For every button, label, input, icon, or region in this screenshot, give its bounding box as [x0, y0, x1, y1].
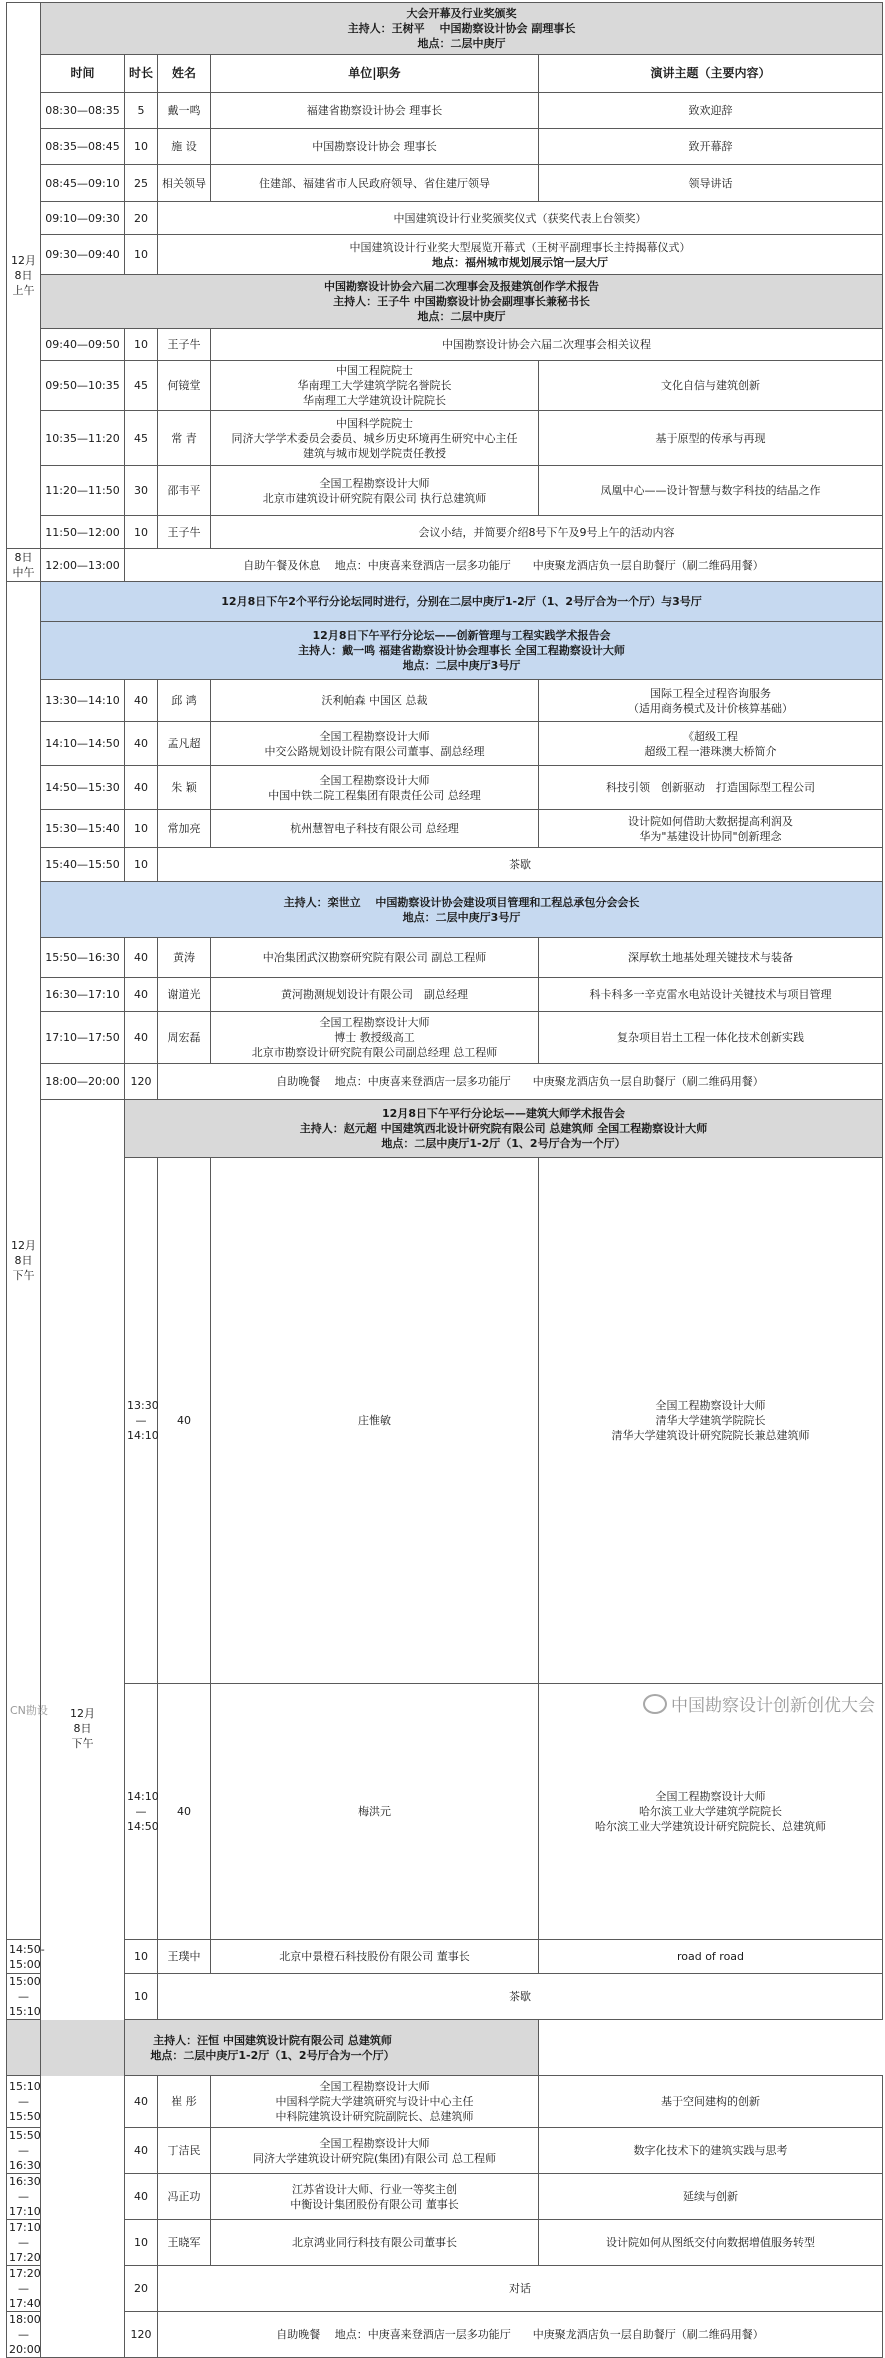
duration-cell: 10 [125, 1974, 158, 2020]
section-header [41, 3, 883, 55]
section-host: 主持人：王子牛 中国勘察设计协会副理事长兼秘书长 [333, 295, 590, 308]
duration-cell: 120 [125, 2312, 158, 2358]
topic-cell: 复杂项目岩土工程一体化技术创新实践 [539, 1012, 883, 1064]
unit-cell: 福建省勘察设计协会 理事长 [211, 93, 539, 129]
duration-cell: 40 [125, 722, 158, 766]
name-cell: 周宏磊 [158, 1012, 211, 1064]
section-header [41, 882, 883, 938]
topic-cell: road of road [539, 1940, 883, 1974]
duration-cell: 40 [158, 1684, 211, 1940]
section-place: 地点：二层中庚厅1-2厅（1、2号厅合为一个厅） [381, 1137, 626, 1150]
table-row [7, 1974, 883, 2020]
name-cell: 邱 鸿 [158, 680, 211, 722]
section-place: 地点：二层中庚厅3号厅 [402, 659, 521, 672]
name-cell: 梅洪元 [211, 1684, 539, 1940]
unit-cell: 全国工程勘察设计大师 中国中铁二院工程集团有限责任公司 总经理 [211, 766, 539, 810]
time-cell: 15:00—15:10 [7, 1974, 41, 2020]
time-cell: 08:35—08:45 [41, 129, 125, 165]
name-cell: 施 设 [158, 129, 211, 165]
time-cell: 16:30—17:10 [7, 2174, 41, 2220]
topic-cell: 基于空间建构的创新 [539, 2076, 883, 2128]
time-cell: 12:00—13:00 [41, 549, 125, 582]
section-place: 地点：二层中庚厅1-2厅（1、2号厅合为一个厅） [150, 2048, 395, 2062]
table-row [7, 329, 883, 361]
header-name: 姓名 [158, 55, 211, 93]
merged-place: 地点：福州城市规划展示馆一层大厅 [432, 255, 608, 269]
time-cell: 08:45—09:10 [41, 165, 125, 202]
unit-cell: 住建部、福建省市人民政府领导、省住建厅领导 [211, 165, 539, 202]
header-time: 时间 [41, 55, 125, 93]
duration-cell: 40 [125, 766, 158, 810]
topic-cell: 致欢迎辞 [539, 93, 883, 129]
section-place: 地点：二层中庚厅3号厅 [402, 910, 521, 924]
unit-cell: 中国工程院院士 华南理工大学建筑学院名誉院长 华南理工大学建筑设计院院长 [211, 361, 539, 411]
unit-cell: 全国工程勘察设计大师 中国科学院大学建筑研究与设计中心主任 中科院建筑设计研究院副院长、总建筑师 [211, 2076, 539, 2128]
unit-cell: 全国工程勘察设计大师 同济大学建筑设计研究院(集团)有限公司 总工程师 [211, 2128, 539, 2174]
section-place: 地点：二层中庚厅 [417, 310, 506, 323]
duration-cell: 20 [125, 2266, 158, 2312]
section-title: 大会开幕及行业奖颁奖 [406, 7, 517, 20]
unit-cell: 全国工程勘察设计大师 清华大学建筑学院院长 清华大学建筑设计研究院院长兼总建筑师 [539, 1158, 883, 1684]
header-topic: 演讲主题（主要内容） [539, 55, 883, 93]
unit-cell: 沃利帕森 中国区 总裁 [211, 680, 539, 722]
duration-cell: 120 [125, 1064, 158, 1100]
section-title: 12月8日下午平行分论坛——创新管理与工程实践学术报告会 [312, 629, 611, 642]
merged-cell: 茶歇 [158, 848, 883, 882]
section-host: 主持人：赵元超 中国建筑西北设计研究院有限公司 总建筑师 全国工程勘察设计大师 [299, 1122, 708, 1135]
unit-cell: 黄河勘测规划设计有限公司 副总经理 [211, 978, 539, 1012]
section-header [125, 1100, 883, 1158]
table-row [7, 202, 883, 235]
schedule-table [6, 2, 883, 2358]
duration-cell: 40 [158, 1158, 211, 1684]
date-cell-afternoon-b: 12月 8日 下午 [41, 1100, 125, 2358]
table-row [7, 466, 883, 516]
duration-cell: 30 [125, 466, 158, 516]
name-cell: 邵韦平 [158, 466, 211, 516]
time-cell: 15:30—15:40 [41, 810, 125, 848]
table-row [7, 1684, 883, 1940]
table-row [7, 129, 883, 165]
time-cell: 14:10—14:50 [41, 722, 125, 766]
table-row [7, 810, 883, 848]
duration-cell: 10 [125, 129, 158, 165]
unit-cell: 中国勘察设计协会 理事长 [211, 129, 539, 165]
time-cell: 15:10—15:50 [7, 2076, 41, 2128]
table-row [7, 2174, 883, 2220]
table-row [7, 2220, 883, 2266]
duration-cell: 10 [125, 848, 158, 882]
merged-cell: 会议小结，并简要介绍8号下午及9号上午的活动内容 [211, 516, 883, 549]
time-cell: 18:00—20:00 [41, 1064, 125, 1100]
duration-cell: 5 [125, 93, 158, 129]
merged-cell: 自助午餐及休息 地点：中庚喜来登酒店一层多功能厅 中庚聚龙酒店负一层自助餐厅（刷二维码用餐） [125, 549, 883, 582]
name-cell: 崔 彤 [158, 2076, 211, 2128]
topic-cell: 基于原型的传承与再现 [539, 411, 883, 466]
time-cell: 08:30—08:35 [41, 93, 125, 129]
time-cell: 15:50—16:30 [41, 938, 125, 978]
time-cell: 17:10—17:50 [41, 1012, 125, 1064]
topic-cell: 致开幕辞 [539, 129, 883, 165]
section-host: 主持人：栾世立 中国勘察设计协会建设项目管理和工程总承包分会会长 [283, 895, 640, 909]
time-cell: 13:30—14:10 [41, 680, 125, 722]
section-host: 主持人：汪恒 中国建筑设计院有限公司 总建筑师 [153, 2033, 392, 2047]
table-row [7, 2312, 883, 2358]
name-cell: 何镜堂 [158, 361, 211, 411]
unit-cell: 全国工程勘察设计大师 中交公路规划设计院有限公司董事、副总经理 [211, 722, 539, 766]
duration-cell: 20 [125, 202, 158, 235]
topic-cell: 凤凰中心——设计智慧与数字科技的结晶之作 [539, 466, 883, 516]
merged-cell: 中国勘察设计协会六届二次理事会相关议程 [211, 329, 883, 361]
name-cell: 王晓军 [158, 2220, 211, 2266]
unit-cell: 中国科学院院士 同济大学学术委员会委员、城乡历史环境再生研究中心主任 建筑与城市规划学院责任教授 [211, 411, 539, 466]
time-cell: 14:10—14:50 [125, 1684, 158, 1940]
merged-cell: 茶歇 [158, 1974, 883, 2020]
watermark [643, 1691, 875, 1716]
topic-cell: 科技引领 创新驱动 打造国际型工程公司 [539, 766, 883, 810]
section-header [41, 622, 883, 680]
name-cell: 常 青 [158, 411, 211, 466]
section-header [7, 2020, 539, 2076]
table-row [7, 2128, 883, 2174]
duration-cell: 40 [125, 1012, 158, 1064]
duration-cell: 40 [125, 680, 158, 722]
table-row [7, 766, 883, 810]
table-row [7, 2076, 883, 2128]
duration-cell: 40 [125, 938, 158, 978]
duration-cell: 10 [125, 235, 158, 275]
table-row [7, 516, 883, 549]
topic-cell: 深厚软土地基处理关键技术与装备 [539, 938, 883, 978]
name-cell: 冯正功 [158, 2174, 211, 2220]
table-row [7, 1940, 883, 1974]
duration-cell: 40 [125, 978, 158, 1012]
header-unit: 单位|职务 [211, 55, 539, 93]
table-row [7, 1064, 883, 1100]
table-row [7, 165, 883, 202]
name-cell: 王璞中 [158, 1940, 211, 1974]
topic-cell: 领导讲话 [539, 165, 883, 202]
topic-cell: 《超级工程 超级工程一港珠澳大桥简介 [539, 722, 883, 766]
name-cell: 朱 颖 [158, 766, 211, 810]
time-cell: 09:10—09:30 [41, 202, 125, 235]
name-cell: 丁洁民 [158, 2128, 211, 2174]
table-row [7, 938, 883, 978]
chat-bubble-icon [643, 1694, 667, 1714]
duration-cell: 40 [125, 2076, 158, 2128]
time-cell: 15:40—15:50 [41, 848, 125, 882]
unit-cell: 北京鸿业同行科技有限公司董事长 [211, 2220, 539, 2266]
time-cell: 09:40—09:50 [41, 329, 125, 361]
duration-cell: 10 [125, 516, 158, 549]
time-cell: 14:50—15:30 [41, 766, 125, 810]
section-title: 中国勘察设计协会六届二次理事会及报建筑创作学术报告 [324, 280, 599, 293]
table-row [7, 722, 883, 766]
duration-cell: 25 [125, 165, 158, 202]
name-cell: 黄涛 [158, 938, 211, 978]
merged-cell: 对话 [158, 2266, 883, 2312]
topic-cell: 国际工程全过程咨询服务 （适用商务模式及计价核算基础） [539, 680, 883, 722]
name-cell: 王子牛 [158, 516, 211, 549]
topic-cell: 科卡科多一辛克雷水电站设计关键技术与项目管理 [539, 978, 883, 1012]
date-cell-noon: 8日 中午 [7, 549, 41, 582]
name-cell: 常加亮 [158, 810, 211, 848]
table-row [7, 235, 883, 275]
time-cell: 11:50—12:00 [41, 516, 125, 549]
table-row [7, 93, 883, 129]
unit-cell: 中冶集团武汉勘察研究院有限公司 副总工程师 [211, 938, 539, 978]
name-cell: 王子牛 [158, 329, 211, 361]
table-row [7, 549, 883, 582]
merged-line: 中国建筑设计行业奖大型展览开幕式（王树平副理事长主持揭幕仪式） [349, 240, 691, 254]
unit-cell: 全国工程勘察设计大师 哈尔滨工业大学建筑学院院长 哈尔滨工业大学建筑设计研究院院长、总建筑师 [539, 1684, 883, 1940]
header-duration: 时长 [125, 55, 158, 93]
time-cell: 15:50—16:30 [7, 2128, 41, 2174]
time-cell: 10:35—11:20 [41, 411, 125, 466]
section-host: 主持人：戴一鸣 福建省勘察设计协会理事长 全国工程勘察设计大师 [298, 644, 625, 657]
time-cell: 09:50—10:35 [41, 361, 125, 411]
watermark-text: 中国勘察设计创新创优大会 [671, 1696, 875, 1716]
section-host: 主持人：王树平 中国勘察设计协会 副理事长 [347, 22, 576, 35]
unit-cell: 北京中景橙石科技股份有限公司 董事长 [211, 1940, 539, 1974]
date-cell-afternoon-a: 12月 8日 下午 [7, 582, 41, 1940]
corner-watermark: CN勘设 [10, 1704, 48, 1717]
time-cell: 14:50-15:00 [7, 1940, 41, 1974]
unit-cell: 杭州慧智电子科技有限公司 总经理 [211, 810, 539, 848]
section-place: 地点：二层中庚厅 [417, 37, 506, 50]
time-cell: 16:30—17:10 [41, 978, 125, 1012]
topic-cell: 设计院如何从图纸交付向数据增值服务转型 [539, 2220, 883, 2266]
time-cell: 09:30—09:40 [41, 235, 125, 275]
table-row [7, 361, 883, 411]
table-row [7, 680, 883, 722]
merged-cell [158, 235, 883, 275]
name-cell: 庄惟敏 [211, 1158, 539, 1684]
duration-cell: 45 [125, 411, 158, 466]
duration-cell: 10 [125, 1940, 158, 1974]
time-cell: 11:20—11:50 [41, 466, 125, 516]
name-cell: 相关领导 [158, 165, 211, 202]
name-cell: 谢道光 [158, 978, 211, 1012]
table-row [7, 1012, 883, 1064]
duration-cell: 10 [125, 2220, 158, 2266]
duration-cell: 45 [125, 361, 158, 411]
table-row [7, 848, 883, 882]
duration-cell: 10 [125, 329, 158, 361]
duration-cell: 40 [125, 2128, 158, 2174]
time-cell: 17:20—17:40 [7, 2266, 41, 2312]
topic-cell: 文化自信与建筑创新 [539, 361, 883, 411]
section-header [41, 275, 883, 329]
time-cell: 18:00—20:00 [7, 2312, 41, 2358]
topic-cell: 数字化技术下的建筑实践与思考 [539, 2128, 883, 2174]
section-title: 12月8日下午平行分论坛——建筑大师学术报告会 [382, 1107, 625, 1120]
time-cell: 17:10—17:20 [7, 2220, 41, 2266]
table-row [7, 411, 883, 466]
section-header [41, 582, 883, 622]
merged-cell: 自助晚餐 地点：中庚喜来登酒店一层多功能厅 中庚聚龙酒店负一层自助餐厅（刷二维码用餐） [158, 2312, 883, 2358]
section-title: 12月8日下午2个平行分论坛同时进行，分别在二层中庚厅1-2厅（1、2号厅合为一个厅）与3号厅 [221, 595, 702, 608]
table-row [7, 2266, 883, 2312]
duration-cell: 40 [125, 2174, 158, 2220]
table-row [7, 978, 883, 1012]
unit-cell: 全国工程勘察设计大师 北京市建筑设计研究院有限公司 执行总建筑师 [211, 466, 539, 516]
topic-cell: 延续与创新 [539, 2174, 883, 2220]
topic-cell: 设计院如何借助大数据提高利润及 华为"基建设计协同"创新理念 [539, 810, 883, 848]
time-cell: 13:30—14:10 [125, 1158, 158, 1684]
name-cell: 孟凡超 [158, 722, 211, 766]
merged-cell: 中国建筑设计行业奖颁奖仪式（获奖代表上台领奖） [158, 202, 883, 235]
date-cell-morning: 12月 8日 上午 [7, 3, 41, 549]
unit-cell: 江苏省设计大师、行业一等奖主创 中衡设计集团股份有限公司 董事长 [211, 2174, 539, 2220]
duration-cell: 10 [125, 810, 158, 848]
name-cell: 戴一鸣 [158, 93, 211, 129]
unit-cell: 全国工程勘察设计大师 博士 教授级高工 北京市勘察设计研究院有限公司副总经理 总工程师 [211, 1012, 539, 1064]
merged-cell: 自助晚餐 地点：中庚喜来登酒店一层多功能厅 中庚聚龙酒店负一层自助餐厅（刷二维码用餐） [158, 1064, 883, 1100]
table-row [7, 1158, 883, 1684]
